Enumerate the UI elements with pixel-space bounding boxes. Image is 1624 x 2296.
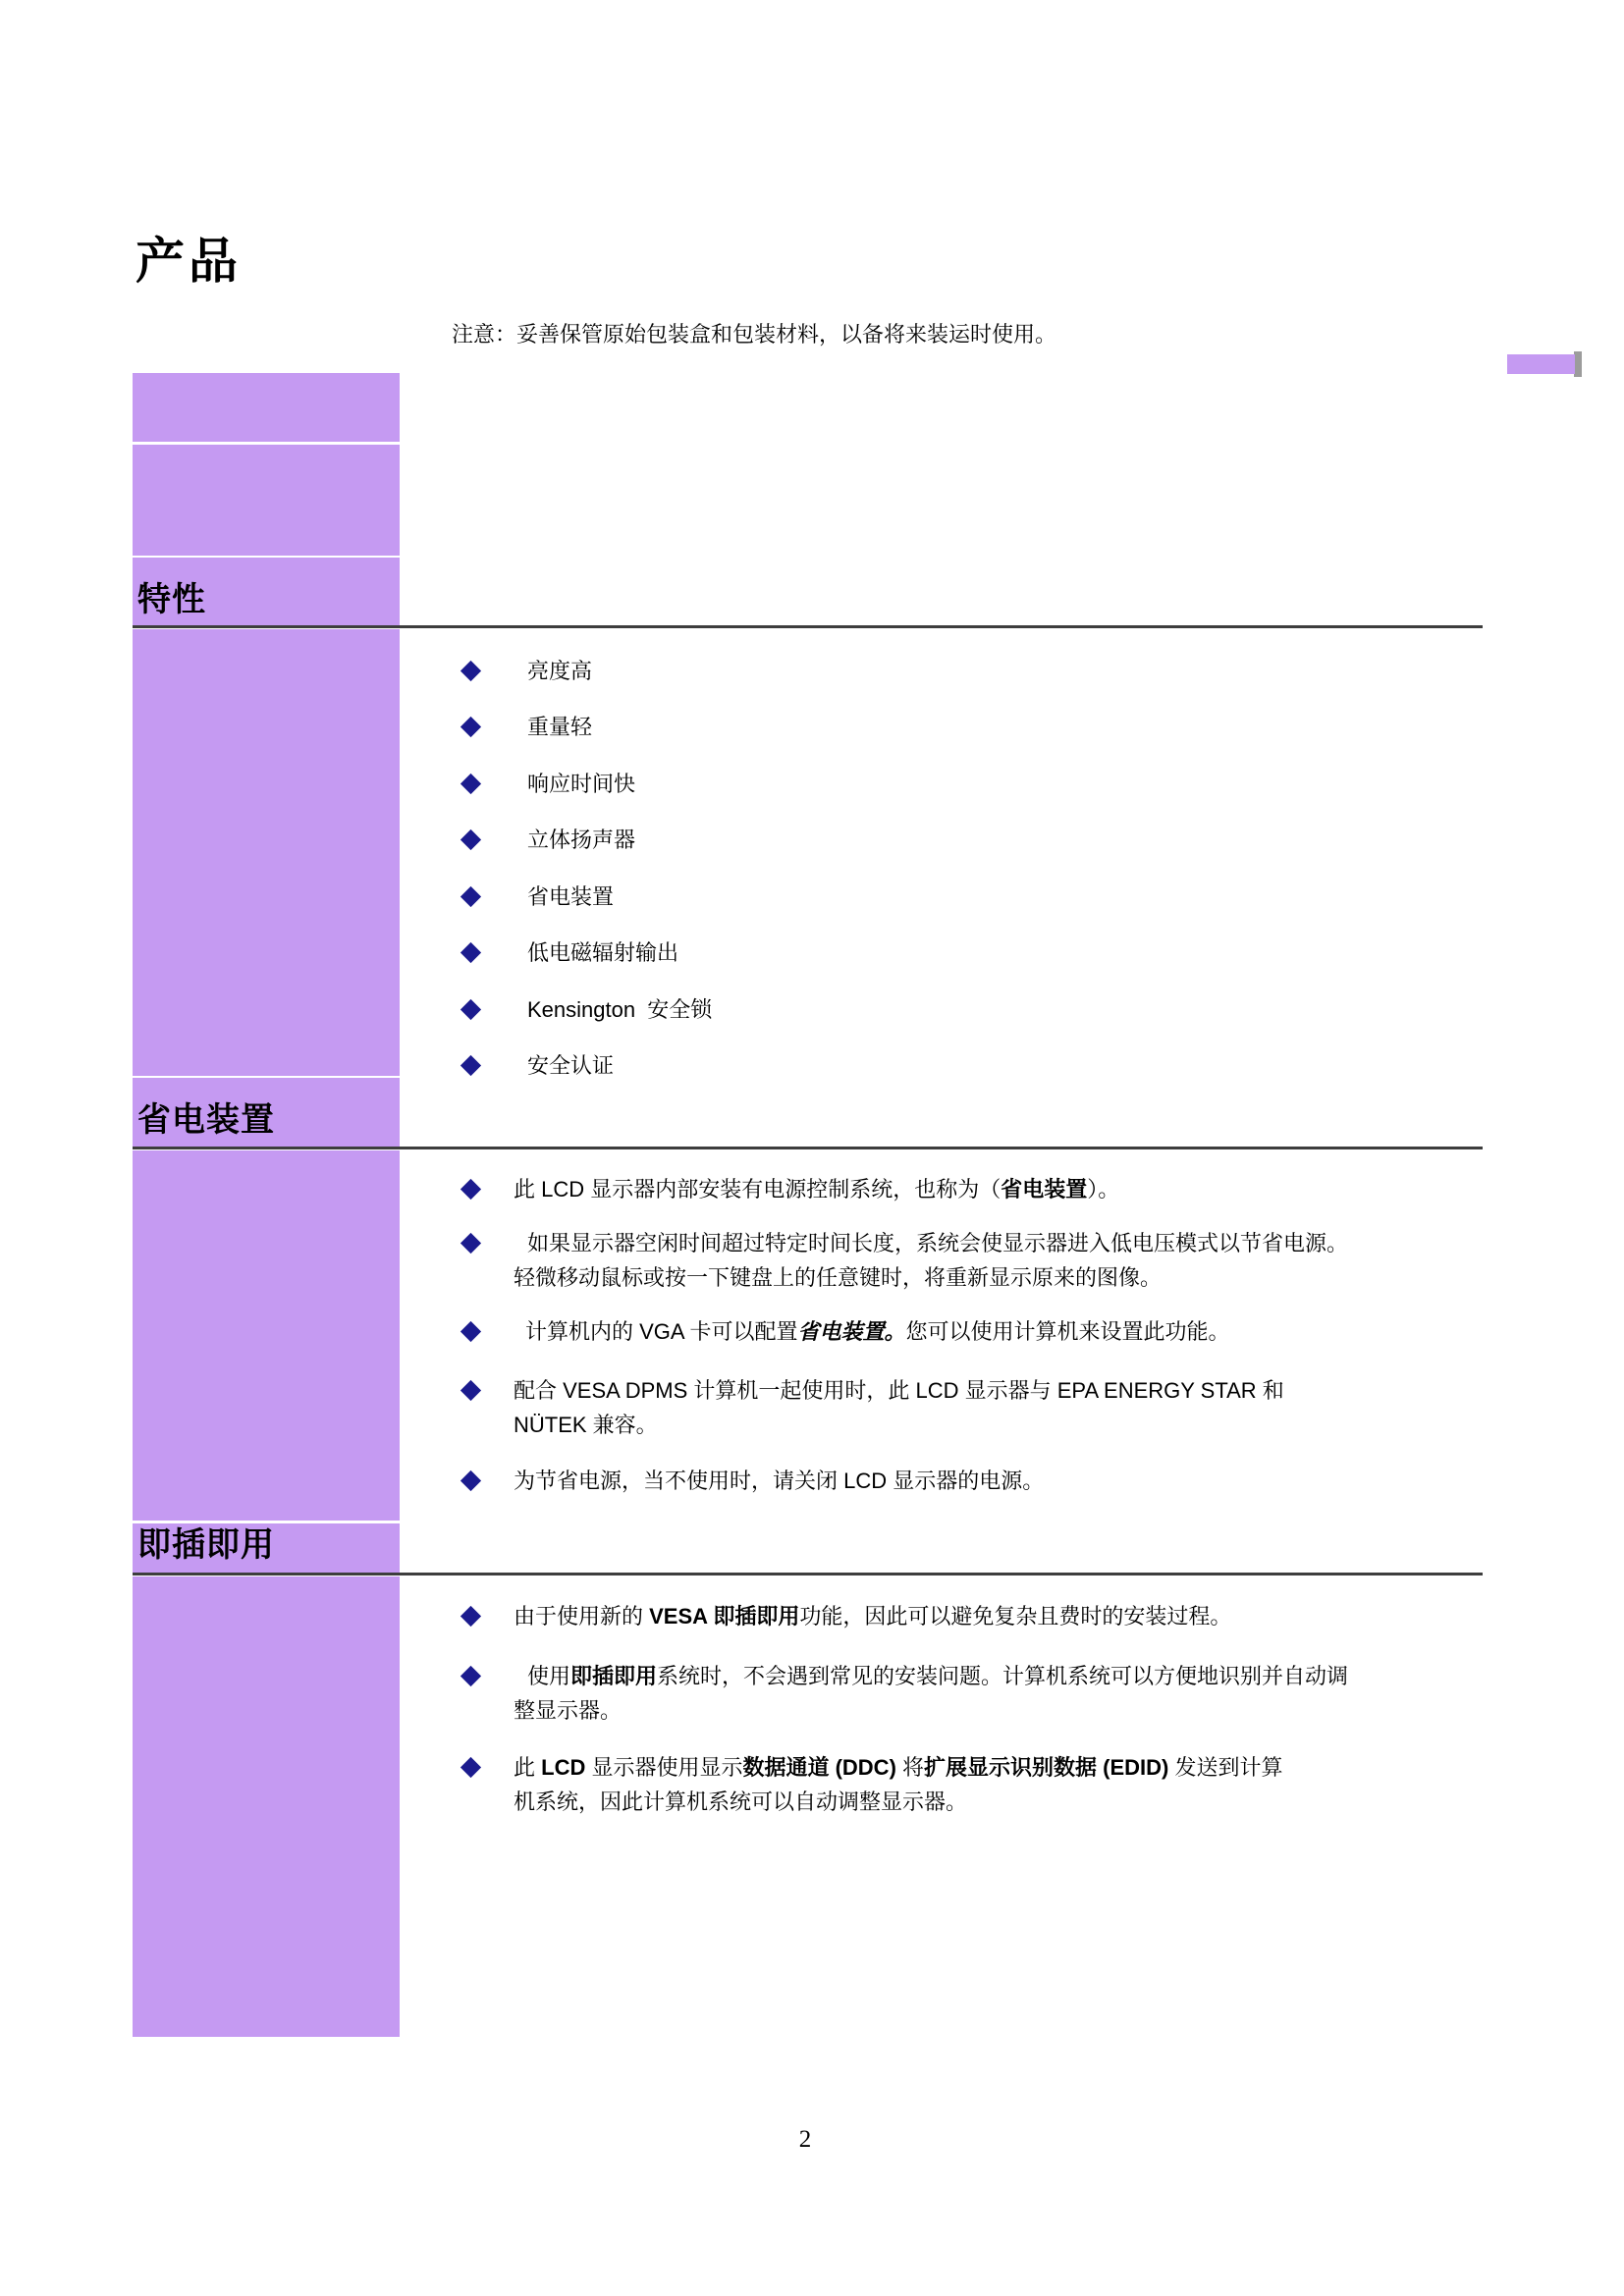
bullet-text: 使用即插即用系统时，不会遇到常见的安装问题。计算机系统可以方便地识别并自动调 整显示器。 — [514, 1664, 1349, 1723]
bullet-diamond-icon — [460, 1757, 481, 1778]
page-title: 产品 — [135, 234, 242, 289]
bullet-text: 由于使用新的 VESA 即插即用功能，因此可以避免复杂且费时的安装过程。 — [514, 1604, 1232, 1629]
bullet-text: 计算机内的 VGA 卡可以配置省电装置。您可以使用计算机来设置此功能。 — [525, 1319, 1230, 1344]
bullet-text: 立体扬声器 — [527, 828, 636, 852]
bullet-text: 此 LCD 显示器使用显示数据通道 (DDC) 将扩展显示识别数据 (EDID) 发送到计算 机系统，因此计算机系统可以自动调整显示器。 — [514, 1755, 1283, 1814]
bullet-text: 亮度高 — [527, 659, 593, 683]
bullet-text: 安全认证 — [527, 1053, 615, 1078]
bullet-text: 省电装置 — [527, 884, 615, 909]
bullet-text: 配合 VESA DPMS 计算机一起使用时，此 LCD 显示器与 EPA ENERGY STAR 和 NÜTEK 兼容。 — [514, 1378, 1284, 1437]
bullet-diamond-icon — [460, 1606, 481, 1627]
section-heading-features: 特性 — [137, 581, 206, 618]
bullet-text: 重量轻 — [527, 715, 593, 739]
bullet-text: 响应时间快 — [527, 772, 636, 796]
note-text: 注意：妥善保管原始包装盒和包装材料，以备将来装运时使用。 — [452, 322, 1057, 347]
bullet-text: 为节省电源，当不使用时，请关闭 LCD 显示器的电源。 — [514, 1468, 1045, 1493]
section-heading-powersaver: 省电装置 — [137, 1101, 275, 1139]
section-heading-plugplay: 即插即用 — [137, 1526, 275, 1564]
bullet-text: Kensington 安全锁 — [527, 997, 713, 1022]
bullet-text: 如果显示器空闲时间超过特定时间长度，系统会使显示器进入低电压模式以节省电源。 轻微移动鼠标或按一下键盘上的任意键时，将重新显示原来的图像。 — [514, 1231, 1349, 1290]
page-number: 2 — [798, 2126, 812, 2153]
bullet-text: 低电磁辐射输出 — [527, 940, 679, 965]
bullet-text: 此 LCD 显示器内部安装有电源控制系统，也称为（省电装置）。 — [514, 1177, 1120, 1201]
bullet-diamond-icon — [460, 1666, 481, 1686]
